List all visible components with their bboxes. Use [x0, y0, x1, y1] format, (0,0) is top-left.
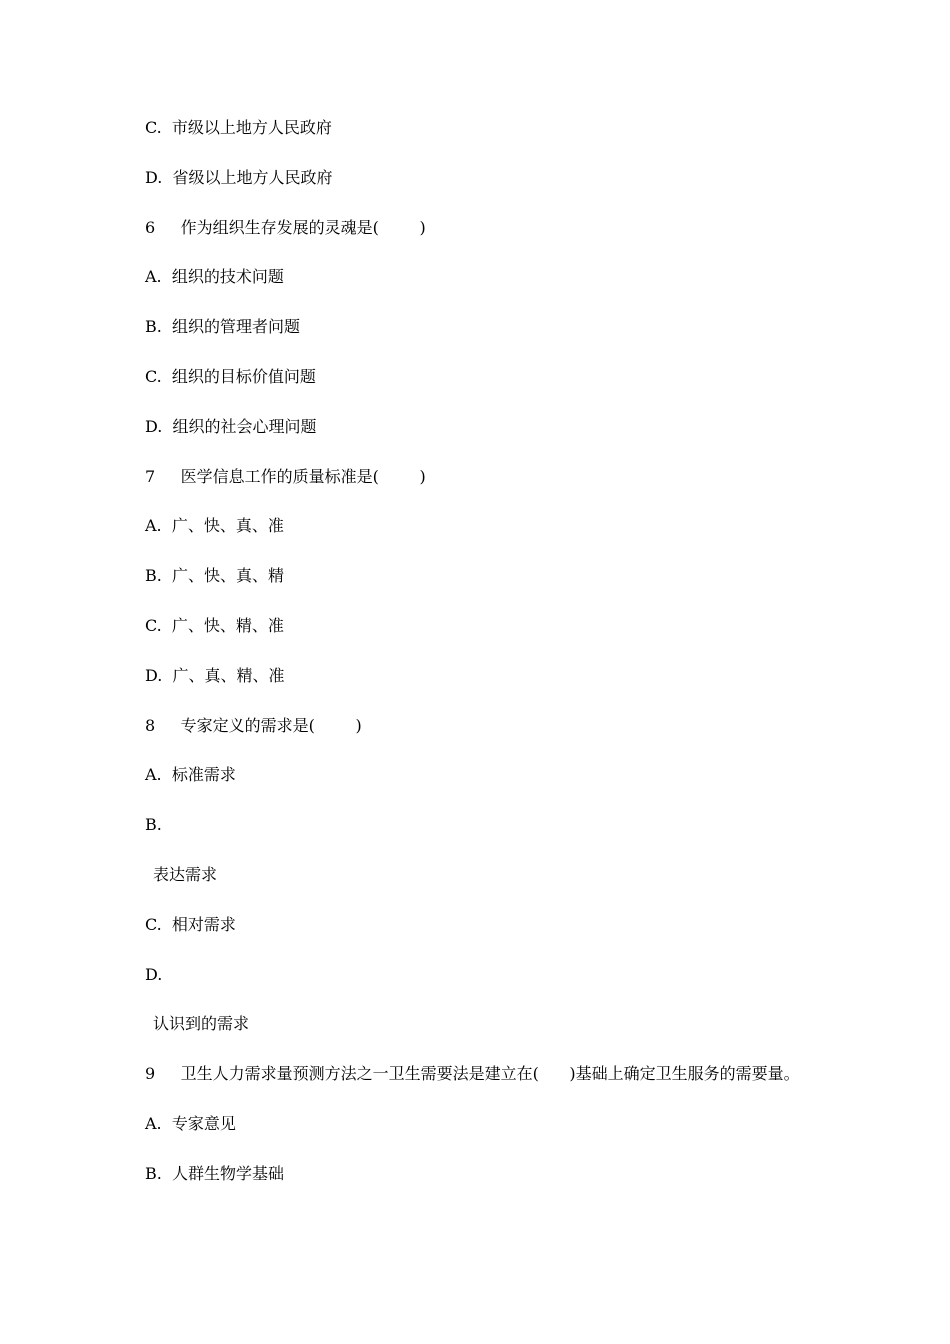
option-c-q5: C. 市级以上地方人民政府: [145, 118, 332, 137]
option-a-q7: A. 广、快、真、准: [145, 516, 284, 535]
option-d-q5: D. 省级以上地方人民政府: [145, 168, 333, 187]
option-b-q8-label: B.: [145, 815, 162, 834]
option-b-q6: B. 组织的管理者问题: [145, 317, 301, 336]
option-a-q8: A. 标准需求: [145, 765, 236, 784]
option-b-q9: B. 人群生物学基础: [145, 1164, 285, 1183]
question-6: 6 作为组织生存发展的灵魂是( ): [145, 218, 426, 237]
option-b-q7: B. 广、快、真、精: [145, 566, 285, 585]
option-c-q7: C. 广、快、精、准: [145, 616, 284, 635]
option-a-q9: A. 专家意见: [145, 1114, 236, 1133]
option-d-q8-text: 认识到的需求: [153, 1014, 250, 1033]
question-7: 7 医学信息工作的质量标准是( ): [145, 467, 426, 486]
option-a-q6: A. 组织的技术问题: [145, 267, 284, 286]
question-8: 8 专家定义的需求是( ): [145, 716, 362, 735]
option-d-q6: D. 组织的社会心理问题: [145, 417, 317, 436]
option-c-q8: C. 相对需求: [145, 915, 236, 934]
option-c-q6: C. 组织的目标价值问题: [145, 367, 316, 386]
option-d-q8-label: D.: [145, 965, 163, 984]
option-d-q7: D. 广、真、精、准: [145, 666, 285, 685]
option-b-q8-text: 表达需求: [153, 865, 218, 884]
question-9: 9 卫生人力需求量预测方法之一卫生需要法是建立在( )基础上确定卫生服务的需要量。: [145, 1064, 800, 1083]
